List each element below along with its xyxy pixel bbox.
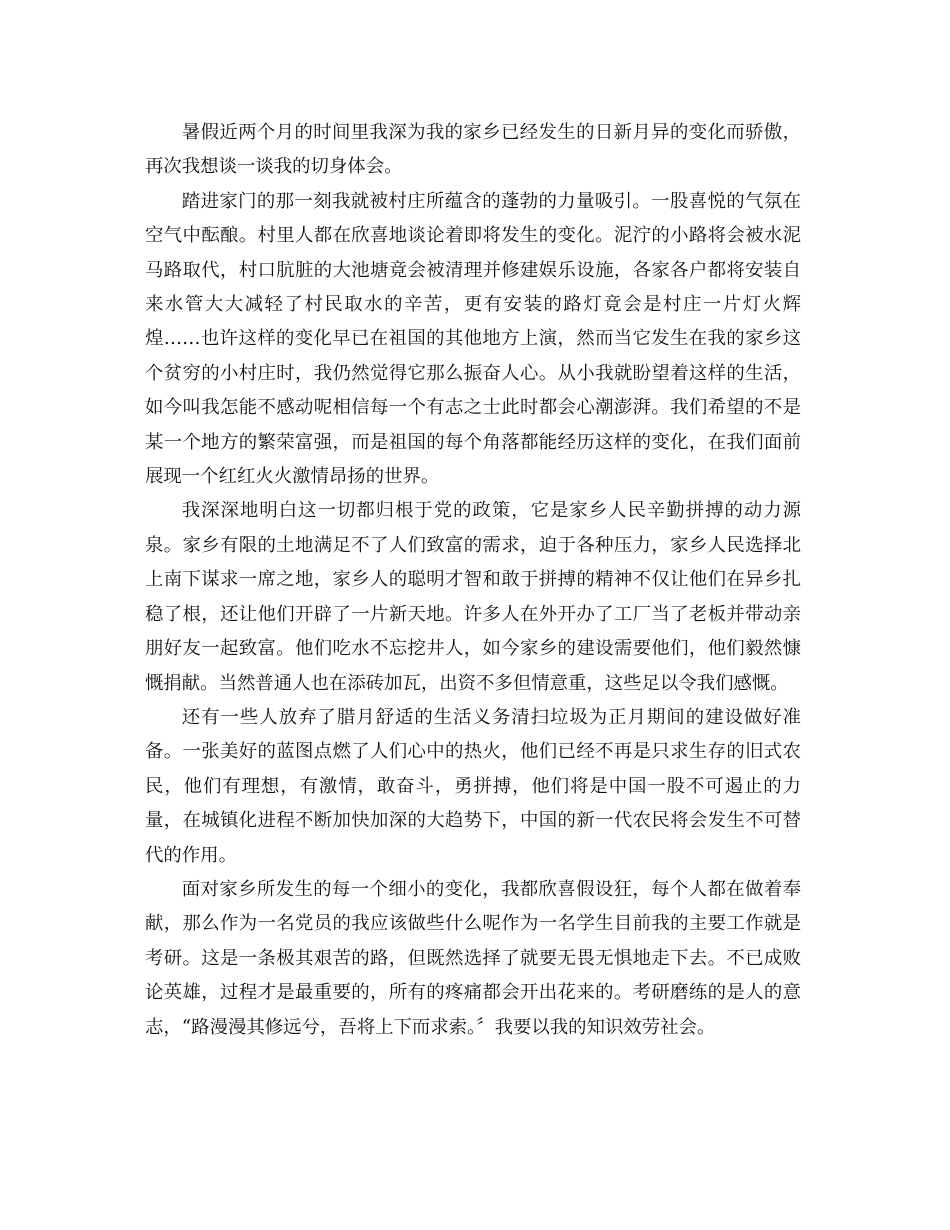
document-body	[145, 116, 801, 1045]
paragraph-3: 我深深地明白这一切都归根于党的政策，它是家乡人民辛勤拼搏的动力源泉。家乡有限的土地满足不了人们致富的需求，迫于各种压力，家乡人民选择北上南下谋求一席之地，家乡人的聪明才智和敢于拼搏的精神不仅让他们在异乡扎稳了根，还让他们开辟了一片新天地。许多人在外开办了工厂当了老板并带动亲朋好友一起致富。他们吃水不忘挖井人，如今家乡的建设需要他们，他们毅然慷慨捐献。当然普通人也在添砖加瓦，出资不多但情意重，这些足以令我们感慨。	[145, 500, 801, 694]
paragraph-1: 暑假近两个月的时间里我深为我的家乡已经发生的日新月异的变化而骄傲，再次我想谈一谈我的切身体会。	[145, 122, 801, 178]
paragraph-5: 面对家乡所发生的每一个细小的变化，我都欣喜假设狂，每个人都在做着奉献，那么作为一名党员的我应该做些什么呢作为一名学生目前我的主要工作就是考研。这是一条极其艰苦的路，但既然选择了就要无畏无惧地走下去。不已成败论英雄，过程才是最重要的，所有的疼痛都会开出花来的。考研磨练的是人的意志，“路漫漫其修远兮，吾将上下而求索。〞我要以我的知识效劳社会。	[145, 878, 801, 1038]
paragraph-2: 踏进家门的那一刻我就被村庄所蕴含的蓬勃的力量吸引。一股喜悦的气氛在空气中酝酿。村里人都在欣喜地谈论着即将发生的变化。泥泞的小路将会被水泥马路取代，村口肮脏的大池塘竟会被清理并修建娱乐设施，各家各户都将安装自来水管大大减轻了村民取水的辛苦，更有安装的路灯竟会是村庄一片灯火辉煌……也许这样的变化早已在祖国的其他地方上演，然而当它发生在我的家乡这个贫穷的小村庄时，我仍然觉得它那么振奋人心。从小我就盼望着这样的生活，如今叫我怎能不感动呢相信每一个有志之士此时都会心潮澎湃。我们希望的不是某一个地方的繁荣富强，而是祖国的每个角落都能经历这样的变化，在我们面前展现一个红红火火激情昂扬的世界。	[145, 190, 801, 488]
paragraph-4: 还有一些人放弃了腊月舒适的生活义务清扫垃圾为正月期间的建设做好准备。一张美好的蓝图点燃了人们心中的热火，他们已经不再是只求生存的旧式农民，他们有理想，有激情，敢奋斗，勇拼搏，他们将是中国一股不可遏止的力量，在城镇化进程不断加快加深的大趋势下，中国的新一代农民将会发生不可替代的作用。	[145, 706, 801, 866]
